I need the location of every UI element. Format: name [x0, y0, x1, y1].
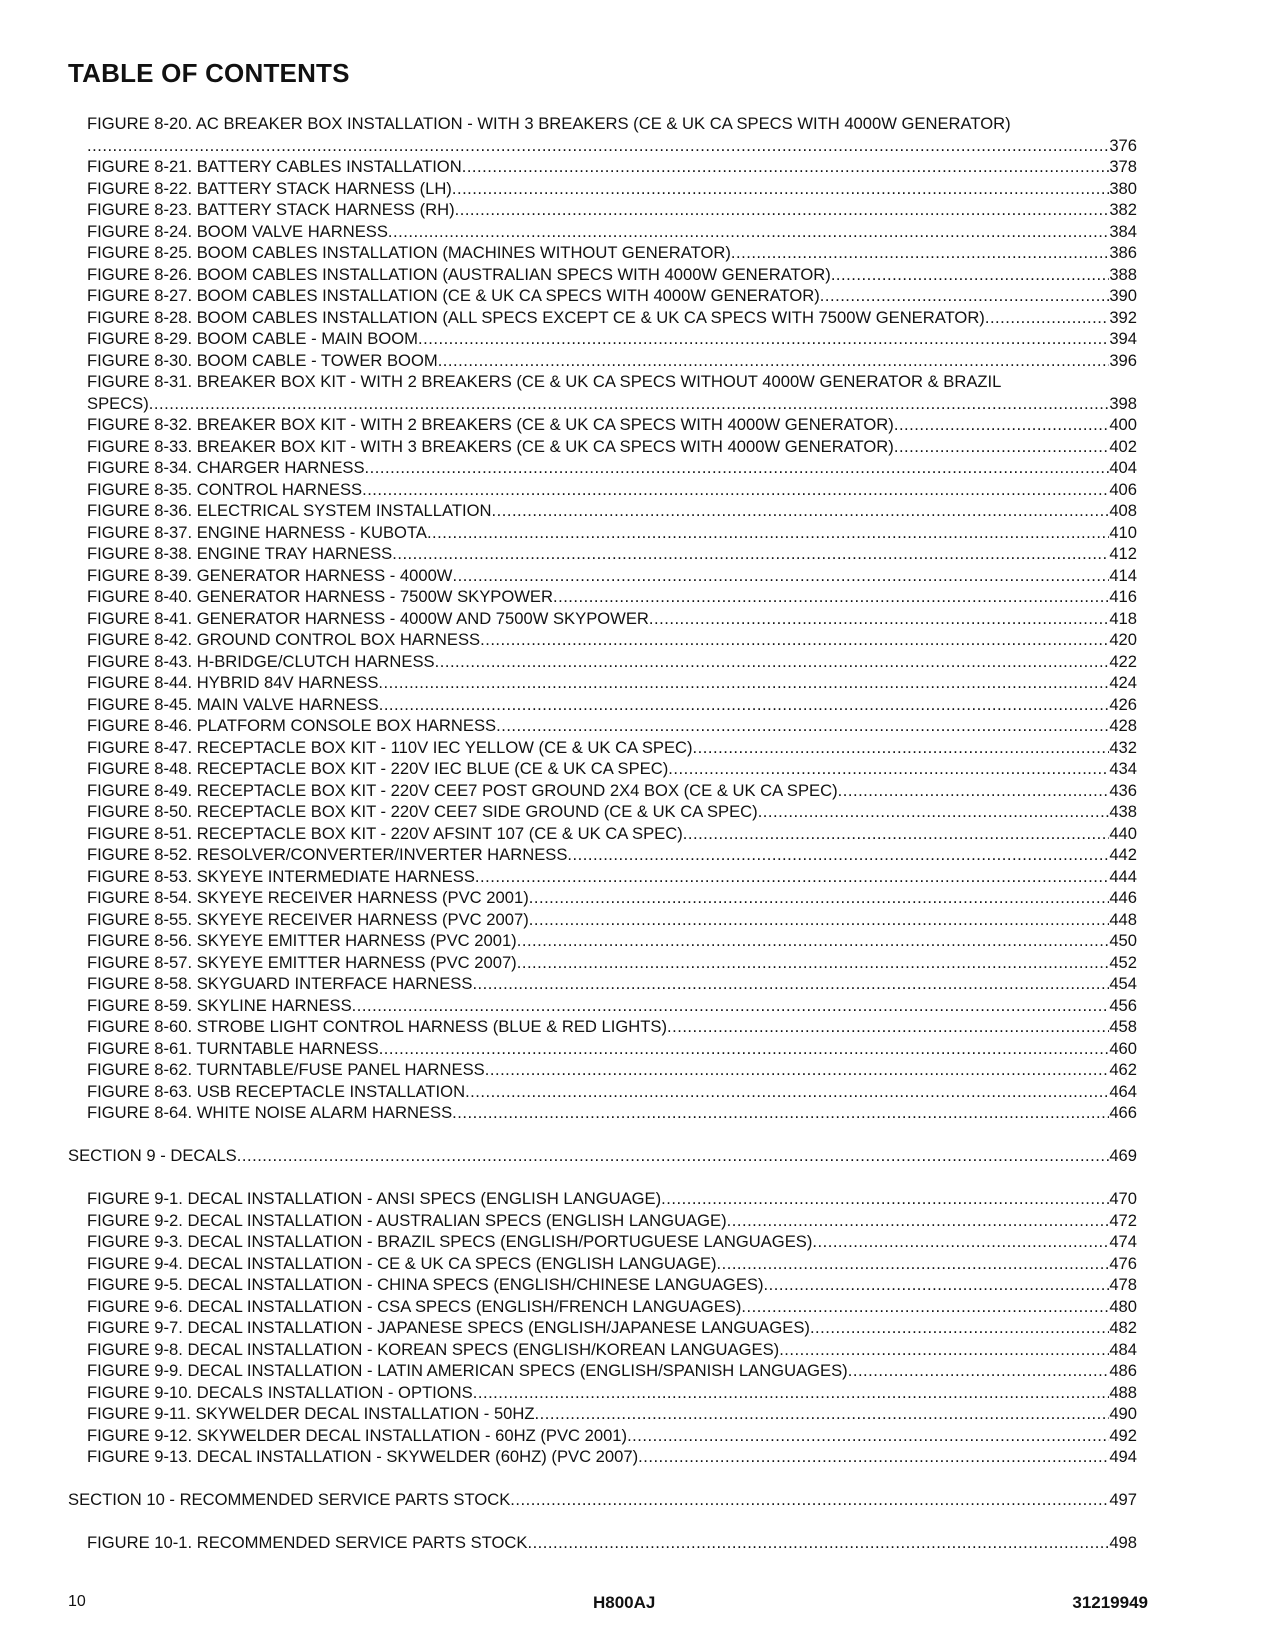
toc-leader-dots — [435, 651, 1110, 673]
toc-figure-entry[interactable] — [68, 307, 1137, 329]
toc-leader-dots — [427, 522, 1109, 544]
toc-figure-entry[interactable] — [68, 1081, 1137, 1103]
toc-entry-title: FIGURE 8-31. BREAKER BOX KIT - WITH 2 BREAKERS (CE & UK CA SPECS WITHOUT 4000W GENERATOR & BRAZIL — [87, 372, 1002, 391]
toc-entry-title: FIGURE 8-29. BOOM CABLE - MAIN BOOM — [87, 329, 419, 348]
toc-figure-entry[interactable] — [68, 866, 1137, 888]
toc-figure-entry[interactable] — [68, 414, 1137, 436]
toc-figure-entry — [68, 113, 1137, 135]
toc-page-number: 478 — [1109, 1275, 1137, 1294]
toc-leader-dots — [480, 629, 1109, 651]
toc-entry-title: FIGURE 8-55. SKYEYE RECEIVER HARNESS (PVC 2007) — [87, 909, 529, 929]
toc-leader-dots — [465, 1081, 1109, 1103]
toc-entry-title: FIGURE 8-40. GENERATOR HARNESS - 7500W SKYPOWER — [87, 587, 553, 606]
toc-figure-entry[interactable] — [68, 479, 1137, 501]
toc-leader-dots — [731, 242, 1109, 264]
toc-figure-entry[interactable] — [68, 1382, 1137, 1404]
toc-entry-title: FIGURE 9-9. DECAL INSTALLATION - LATIN AMERICAN SPECS (ENGLISH/SPANISH LANGUAGES) — [87, 1361, 848, 1380]
toc-figure-entry[interactable] — [68, 1231, 1137, 1253]
toc-page-number: 378 — [1109, 157, 1137, 176]
toc-figure-entry[interactable] — [68, 823, 1137, 845]
toc-page-number: 488 — [1109, 1382, 1137, 1402]
toc-page-number: 426 — [1109, 694, 1137, 714]
toc-entry-title: FIGURE 8-56. SKYEYE EMITTER HARNESS (PVC 2001) — [87, 931, 517, 950]
toc-leader-dots — [492, 500, 1110, 522]
toc-page-number: 466 — [1109, 1103, 1137, 1122]
toc-leader-dots — [894, 436, 1109, 458]
toc-page-number: 418 — [1109, 608, 1137, 628]
toc-figure-entry[interactable] — [68, 608, 1137, 630]
toc-entry-title: FIGURE 8-39. GENERATOR HARNESS - 4000W — [87, 565, 453, 585]
toc-page-number: 408 — [1109, 501, 1137, 520]
toc-entry-title: FIGURE 9-5. DECAL INSTALLATION - CHINA SPECS (ENGLISH/CHINESE LANGUAGES) — [87, 1275, 764, 1294]
toc-leader-dots — [820, 285, 1110, 307]
toc-entry-title: FIGURE 9-12. SKYWELDER DECAL INSTALLATION - 60HZ (PVC 2001) — [87, 1425, 628, 1445]
toc-leader-dots — [741, 1296, 1109, 1318]
toc-leader-dots — [452, 565, 1109, 587]
toc-page-number: 384 — [1109, 221, 1137, 241]
toc-page-number: 390 — [1109, 286, 1137, 305]
toc-entry-title: FIGURE 8-50. RECEPTACLE BOX KIT - 220V CEE7 SIDE GROUND (CE & UK CA SPEC) — [87, 802, 758, 821]
toc-entry-title: FIGURE 9-10. DECALS INSTALLATION - OPTIONS — [87, 1382, 473, 1402]
toc-page-number: 464 — [1109, 1081, 1137, 1101]
toc-entry-title: FIGURE 8-35. CONTROL HARNESS — [87, 479, 363, 499]
toc-figure-entry[interactable] — [68, 565, 1137, 587]
toc-entry-title: SPECS) — [87, 393, 149, 413]
toc-figure-entry[interactable] — [68, 1059, 1137, 1081]
toc-entry-title: FIGURE 8-57. SKYEYE EMITTER HARNESS (PVC 2007) — [87, 952, 517, 972]
toc-leader-dots — [517, 930, 1110, 952]
toc-entry-title: FIGURE 8-20. AC BREAKER BOX INSTALLATION - WITH 3 BREAKERS (CE & UK CA SPECS WITH 4000W GENERATOR) — [87, 114, 1011, 133]
toc-figure-entry[interactable] — [68, 285, 1137, 307]
toc-figure-entry[interactable] — [68, 973, 1137, 995]
toc-figure-entry[interactable] — [68, 694, 1137, 716]
toc-page-number: 492 — [1109, 1425, 1137, 1445]
toc-entry-title: FIGURE 8-60. STROBE LIGHT CONTROL HARNESS (BLUE & RED LIGHTS) — [87, 1017, 667, 1036]
toc-section-entry[interactable] — [68, 1145, 1137, 1167]
toc-entry-title: FIGURE 9-13. DECAL INSTALLATION - SKYWELDER (60HZ) (PVC 2007) — [87, 1447, 639, 1466]
toc-page-number: 410 — [1109, 522, 1137, 542]
toc-leader-dots — [810, 1317, 1109, 1339]
toc-leader-dots — [378, 672, 1109, 694]
toc-figure-entry[interactable] — [68, 1339, 1137, 1361]
toc-figure-entry[interactable] — [68, 651, 1137, 673]
toc-figure-entry[interactable] — [68, 264, 1137, 286]
toc-leader-dots — [529, 909, 1110, 931]
toc-figure-entry[interactable] — [68, 436, 1137, 458]
toc-figure-entry[interactable] — [68, 522, 1137, 544]
toc-figure-entry[interactable] — [68, 1188, 1137, 1210]
toc-entry-title: FIGURE 8-63. USB RECEPTACLE INSTALLATION — [87, 1081, 466, 1101]
toc-entry-title: FIGURE 8-45. MAIN VALVE HARNESS — [87, 694, 379, 714]
toc-figure-entry[interactable] — [68, 1317, 1137, 1339]
toc-leader-dots — [455, 199, 1110, 221]
toc-figure-entry[interactable] — [68, 156, 1137, 178]
toc-entry-title: FIGURE 8-58. SKYGUARD INTERFACE HARNESS — [87, 974, 473, 993]
toc-leader-dots — [661, 1188, 1109, 1210]
toc-entry-title: FIGURE 8-61. TURNTABLE HARNESS — [87, 1038, 379, 1058]
toc-page-number: 406 — [1109, 479, 1137, 499]
toc-leader-dots — [438, 350, 1110, 372]
toc-figure-entry[interactable] — [68, 221, 1137, 243]
toc-leader-dots — [567, 844, 1109, 866]
toc-leader-dots — [848, 1360, 1110, 1382]
toc-figure-entry[interactable] — [68, 672, 1137, 694]
toc-page-number: 396 — [1109, 350, 1137, 370]
toc-figure-entry[interactable] — [68, 135, 1137, 157]
toc-page-number: 460 — [1109, 1038, 1137, 1058]
toc-figure-entry — [68, 371, 1137, 393]
toc-leader-dots — [517, 952, 1110, 974]
toc-figure-entry[interactable] — [68, 350, 1137, 372]
toc-page-number: 382 — [1109, 200, 1137, 219]
page-title: TABLE OF CONTENTS — [68, 58, 350, 88]
toc-page-number: 476 — [1109, 1253, 1137, 1273]
toc-page-number: 497 — [1109, 1490, 1137, 1509]
toc-spacer — [68, 1511, 1137, 1533]
toc-figure-entry[interactable] — [68, 1274, 1137, 1296]
toc-page-number: 394 — [1109, 329, 1137, 348]
toc-entry-title: FIGURE 8-54. SKYEYE RECEIVER HARNESS (PVC 2001) — [87, 888, 529, 907]
toc-leader-dots — [649, 608, 1109, 630]
toc-page-number: 470 — [1109, 1189, 1137, 1208]
toc-figure-entry[interactable] — [68, 930, 1137, 952]
toc-leader-dots — [392, 543, 1109, 565]
toc-leader-dots — [473, 1382, 1110, 1404]
toc-leader-dots — [894, 414, 1109, 436]
toc-page-number: 440 — [1109, 823, 1137, 843]
toc-entry-title: FIGURE 8-22. BATTERY STACK HARNESS (LH) — [87, 178, 452, 198]
toc-figure-entry[interactable] — [68, 1038, 1137, 1060]
toc-leader-dots — [627, 1425, 1109, 1447]
toc-page-number: 446 — [1109, 888, 1137, 907]
toc-leader-dots — [362, 479, 1109, 501]
toc-spacer — [68, 1167, 1137, 1189]
footer-model: H800AJ — [593, 1593, 656, 1612]
toc-leader-dots — [779, 1339, 1109, 1361]
toc-leader-dots — [510, 1489, 1109, 1511]
toc-leader-dots — [379, 1038, 1110, 1060]
toc-page-number: 398 — [1109, 393, 1137, 413]
toc-page-number: 380 — [1109, 178, 1137, 198]
toc-figure-entry[interactable] — [68, 758, 1137, 780]
toc-entry-title: SECTION 9 - DECALS — [68, 1146, 237, 1165]
toc-page-number: 386 — [1109, 243, 1137, 262]
toc-leader-dots — [683, 823, 1110, 845]
toc-entry-title: FIGURE 8-59. SKYLINE HARNESS — [87, 995, 352, 1015]
toc-figure-entry[interactable] — [68, 780, 1137, 802]
toc-leader-dots — [527, 1532, 1109, 1554]
toc-entry-title: FIGURE 8-33. BREAKER BOX KIT - WITH 3 BREAKERS (CE & UK CA SPECS WITH 4000W GENERATOR) — [87, 436, 894, 456]
toc-leader-dots — [472, 973, 1109, 995]
toc-page-number: 469 — [1109, 1146, 1137, 1165]
toc-leader-dots — [149, 393, 1110, 415]
toc-leader-dots — [727, 1210, 1110, 1232]
toc-entry-title: FIGURE 8-36. ELECTRICAL SYSTEM INSTALLATION — [87, 501, 492, 520]
toc-page-number: 472 — [1109, 1210, 1137, 1230]
toc-page-number: 462 — [1109, 1060, 1137, 1079]
toc-entry-title: FIGURE 8-32. BREAKER BOX KIT - WITH 2 BREAKERS (CE & UK CA SPECS WITH 4000W GENERATOR) — [87, 415, 894, 434]
toc-page-number: 376 — [1109, 135, 1137, 155]
footer-page-number: 10 — [68, 1593, 86, 1610]
toc-figure-entry[interactable] — [68, 909, 1137, 931]
toc-leader-dots — [638, 1446, 1109, 1468]
toc-page-number: 424 — [1109, 673, 1137, 692]
toc-page-number: 482 — [1109, 1318, 1137, 1337]
toc-entry-title: FIGURE 9-3. DECAL INSTALLATION - BRAZIL SPECS (ENGLISH/PORTUGUESE LANGUAGES) — [87, 1232, 813, 1251]
toc-leader-dots — [87, 135, 1109, 157]
toc-entry-title: FIGURE 9-4. DECAL INSTALLATION - CE & UK CA SPECS (ENGLISH LANGUAGE) — [87, 1253, 717, 1273]
toc-entry-title: FIGURE 8-34. CHARGER HARNESS — [87, 458, 365, 477]
toc-leader-dots — [496, 715, 1109, 737]
toc-page-number: 414 — [1109, 565, 1137, 585]
toc-entry-title: FIGURE 8-52. RESOLVER/CONVERTER/INVERTER HARNESS — [87, 845, 568, 864]
toc-leader-dots — [452, 1102, 1109, 1124]
toc-leader-dots — [764, 1274, 1110, 1296]
toc-entry-title: FIGURE 8-43. H-BRIDGE/CLUTCH HARNESS — [87, 651, 435, 671]
toc-entry-title: FIGURE 8-28. BOOM CABLES INSTALLATION (ALL SPECS EXCEPT CE & UK CA SPECS WITH 7500W GENERATOR) — [87, 307, 985, 327]
toc-entry-title: FIGURE 8-46. PLATFORM CONSOLE BOX HARNESS — [87, 716, 497, 735]
toc-entry-title: FIGURE 8-26. BOOM CABLES INSTALLATION (AUSTRALIAN SPECS WITH 4000W GENERATOR) — [87, 264, 831, 284]
toc-figure-entry[interactable] — [68, 586, 1137, 608]
toc-page-number: 436 — [1109, 780, 1137, 800]
toc-entry-title: FIGURE 9-7. DECAL INSTALLATION - JAPANESE SPECS (ENGLISH/JAPANESE LANGUAGES) — [87, 1318, 810, 1337]
toc-page-number: 402 — [1109, 436, 1137, 456]
footer-document-number: 31219949 — [1072, 1593, 1148, 1612]
toc-leader-dots — [553, 586, 1109, 608]
toc-entry-title: FIGURE 8-24. BOOM VALVE HARNESS — [87, 221, 388, 241]
toc-page-number: 454 — [1109, 974, 1137, 993]
toc-page-number: 388 — [1109, 264, 1137, 284]
toc-page-number: 452 — [1109, 952, 1137, 972]
toc-entry-title: FIGURE 8-41. GENERATOR HARNESS - 4000W AND 7500W SKYPOWER — [87, 608, 649, 628]
toc-figure-entry[interactable] — [68, 844, 1137, 866]
toc-leader-dots — [352, 995, 1110, 1017]
toc-figure-entry[interactable] — [68, 737, 1137, 759]
toc-figure-entry[interactable] — [68, 178, 1137, 200]
toc-entry-title: FIGURE 8-25. BOOM CABLES INSTALLATION (MACHINES WITHOUT GENERATOR) — [87, 243, 731, 262]
toc-page-number: 444 — [1109, 866, 1137, 886]
toc-leader-dots — [716, 1253, 1109, 1275]
toc-leader-dots — [388, 221, 1109, 243]
toc-figure-entry[interactable] — [68, 543, 1137, 565]
toc-figure-entry[interactable] — [68, 1446, 1137, 1468]
toc-page-number: 456 — [1109, 995, 1137, 1015]
toc-spacer — [68, 1468, 1137, 1490]
toc-page-number: 494 — [1109, 1447, 1137, 1466]
toc-page-number: 416 — [1109, 587, 1137, 606]
toc-leader-dots — [365, 457, 1110, 479]
toc-page-number: 412 — [1109, 544, 1137, 563]
toc-entry-title: FIGURE 9-11. SKYWELDER DECAL INSTALLATION - 50HZ — [87, 1404, 535, 1423]
toc-leader-dots — [668, 758, 1109, 780]
toc-page-number: 420 — [1109, 630, 1137, 649]
toc-entry-title: FIGURE 8-23. BATTERY STACK HARNESS (RH) — [87, 200, 455, 219]
toc-leader-dots — [812, 1231, 1109, 1253]
toc-page-number: 490 — [1109, 1404, 1137, 1423]
toc-page-number: 486 — [1109, 1361, 1137, 1380]
toc-leader-dots — [831, 264, 1110, 286]
toc-leader-dots — [237, 1145, 1110, 1167]
toc-figure-entry[interactable] — [68, 1403, 1137, 1425]
toc-leader-dots — [452, 178, 1109, 200]
toc-entry-title: FIGURE 8-30. BOOM CABLE - TOWER BOOM — [87, 350, 438, 370]
toc-list — [68, 113, 1137, 1554]
toc-figure-entry[interactable] — [68, 1425, 1137, 1447]
toc-entry-title: FIGURE 9-1. DECAL INSTALLATION - ANSI SPECS (ENGLISH LANGUAGE) — [87, 1189, 662, 1208]
toc-entry-title: FIGURE 8-49. RECEPTACLE BOX KIT - 220V CEE7 POST GROUND 2X4 BOX (CE & UK CA SPEC) — [87, 780, 838, 800]
toc-leader-dots — [418, 328, 1109, 350]
toc-figure-entry[interactable] — [68, 328, 1137, 350]
toc-page-number: 392 — [1109, 307, 1137, 327]
toc-figure-entry[interactable] — [68, 242, 1137, 264]
toc-entry-title: FIGURE 8-37. ENGINE HARNESS - KUBOTA — [87, 522, 427, 542]
toc-leader-dots — [985, 307, 1109, 329]
toc-figure-entry[interactable] — [68, 715, 1137, 737]
toc-entry-title: FIGURE 8-27. BOOM CABLES INSTALLATION (CE & UK CA SPECS WITH 4000W GENERATOR) — [87, 286, 820, 305]
toc-leader-dots — [379, 694, 1110, 716]
toc-leader-dots — [462, 156, 1110, 178]
toc-leader-dots — [535, 1403, 1110, 1425]
toc-figure-entry[interactable] — [68, 887, 1137, 909]
toc-leader-dots — [838, 780, 1110, 802]
toc-figure-entry[interactable] — [68, 1532, 1137, 1554]
toc-entry-title: FIGURE 8-38. ENGINE TRAY HARNESS — [87, 544, 393, 563]
toc-entry-title: FIGURE 8-48. RECEPTACLE BOX KIT - 220V IEC BLUE (CE & UK CA SPEC) — [87, 759, 669, 778]
toc-figure-entry[interactable] — [68, 199, 1137, 221]
toc-page-number: 434 — [1109, 759, 1137, 778]
toc-entry-title: FIGURE 8-47. RECEPTACLE BOX KIT - 110V IEC YELLOW (CE & UK CA SPEC) — [87, 737, 693, 757]
toc-spacer — [68, 1124, 1137, 1146]
toc-figure-entry[interactable] — [68, 952, 1137, 974]
toc-leader-dots — [475, 866, 1109, 888]
toc-page-number: 458 — [1109, 1017, 1137, 1036]
toc-entry-title: FIGURE 8-44. HYBRID 84V HARNESS — [87, 673, 379, 692]
toc-page-number: 498 — [1109, 1533, 1137, 1552]
toc-leader-dots — [758, 801, 1110, 823]
toc-page-number: 484 — [1109, 1339, 1137, 1359]
toc-page-number: 400 — [1109, 415, 1137, 434]
toc-page-number: 450 — [1109, 931, 1137, 950]
toc-entry-title: FIGURE 9-8. DECAL INSTALLATION - KOREAN SPECS (ENGLISH/KOREAN LANGUAGES) — [87, 1339, 780, 1359]
toc-page-number: 448 — [1109, 909, 1137, 929]
toc-figure-entry[interactable] — [68, 995, 1137, 1017]
toc-page-number: 438 — [1109, 802, 1137, 821]
toc-figure-entry[interactable] — [68, 1253, 1137, 1275]
toc-figure-entry[interactable] — [68, 1360, 1137, 1382]
toc-entry-title: FIGURE 8-62. TURNTABLE/FUSE PANEL HARNESS — [87, 1060, 485, 1079]
toc-figure-entry[interactable] — [68, 1102, 1137, 1124]
toc-entry-title: FIGURE 9-6. DECAL INSTALLATION - CSA SPECS (ENGLISH/FRENCH LANGUAGES) — [87, 1296, 742, 1316]
toc-leader-dots — [667, 1016, 1109, 1038]
toc-figure-entry[interactable] — [68, 629, 1137, 651]
toc-entry-title: FIGURE 8-21. BATTERY CABLES INSTALLATION — [87, 157, 462, 176]
toc-page-number: 432 — [1109, 737, 1137, 757]
toc-page-number: 422 — [1109, 651, 1137, 671]
toc-leader-dots — [693, 737, 1110, 759]
toc-figure-entry[interactable] — [68, 500, 1137, 522]
toc-page-number: 428 — [1109, 716, 1137, 735]
toc-leader-dots — [529, 887, 1110, 909]
toc-entry-title: FIGURE 8-51. RECEPTACLE BOX KIT - 220V AFSINT 107 (CE & UK CA SPEC) — [87, 823, 683, 843]
toc-figure-entry[interactable] — [68, 393, 1137, 415]
toc-page-number: 480 — [1109, 1296, 1137, 1316]
toc-figure-entry[interactable] — [68, 1016, 1137, 1038]
page-footer — [68, 1593, 1148, 1615]
toc-entry-title: FIGURE 9-2. DECAL INSTALLATION - AUSTRALIAN SPECS (ENGLISH LANGUAGE) — [87, 1210, 727, 1230]
toc-figure-entry[interactable] — [68, 1296, 1137, 1318]
toc-entry-title: FIGURE 8-42. GROUND CONTROL BOX HARNESS — [87, 630, 481, 649]
toc-entry-title: FIGURE 8-64. WHITE NOISE ALARM HARNESS — [87, 1103, 453, 1122]
toc-figure-entry[interactable] — [68, 801, 1137, 823]
toc-leader-dots — [485, 1059, 1110, 1081]
toc-page-number: 474 — [1109, 1232, 1137, 1251]
toc-figure-entry[interactable] — [68, 1210, 1137, 1232]
toc-entry-title: FIGURE 10-1. RECOMMENDED SERVICE PARTS STOCK — [87, 1533, 528, 1552]
toc-entry-title: SECTION 10 - RECOMMENDED SERVICE PARTS STOCK — [68, 1490, 511, 1509]
toc-entry-title: FIGURE 8-53. SKYEYE INTERMEDIATE HARNESS — [87, 866, 475, 886]
toc-page-number: 442 — [1109, 845, 1137, 864]
toc-figure-entry[interactable] — [68, 457, 1137, 479]
toc-page-number: 404 — [1109, 458, 1137, 477]
toc-section-entry[interactable] — [68, 1489, 1137, 1511]
